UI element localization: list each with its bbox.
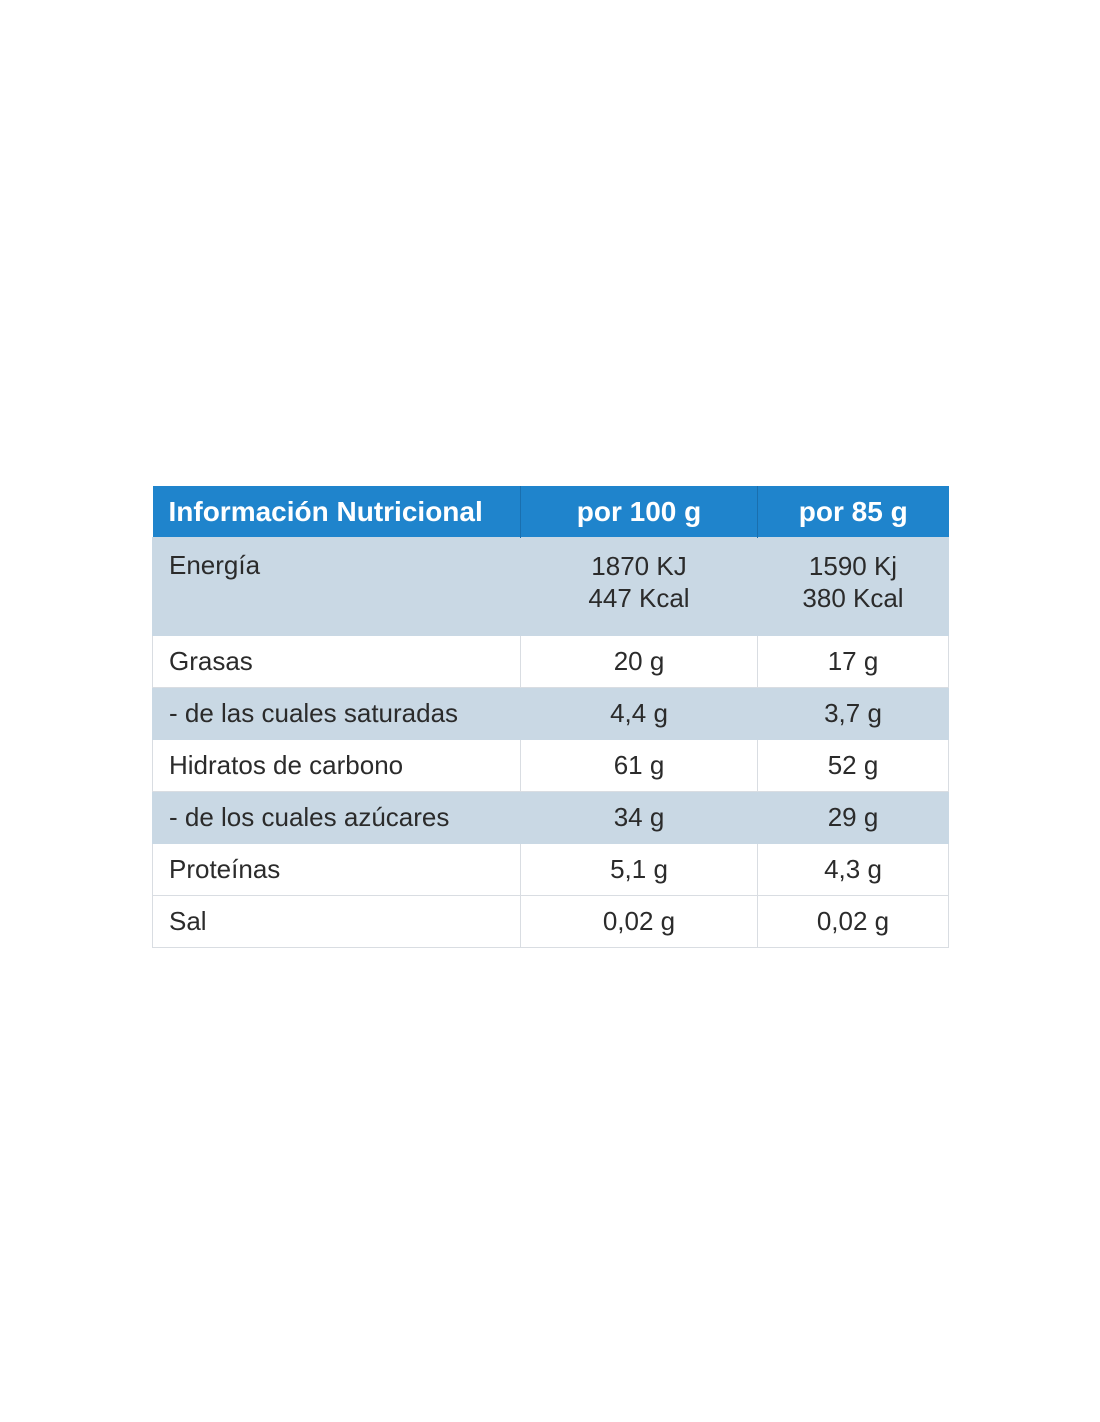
- header-per-100g: por 100 g: [521, 486, 758, 538]
- row-saturated-fat: [153, 688, 949, 740]
- energy-per-85g: [758, 538, 949, 636]
- row-label: Energía: [153, 538, 521, 636]
- row-label: - de las cuales saturadas: [153, 688, 521, 740]
- value-per-100g: 61 g: [521, 740, 758, 792]
- value-per-85g: 4,3 g: [758, 844, 949, 896]
- row-salt: [153, 896, 949, 948]
- row-sugars: [153, 792, 949, 844]
- header-row: [153, 486, 949, 538]
- row-label: Grasas: [153, 636, 521, 688]
- value-per-100g: 0,02 g: [521, 896, 758, 948]
- header-per-85g: por 85 g: [758, 486, 949, 538]
- energy-per-100g: [521, 538, 758, 636]
- row-protein: [153, 844, 949, 896]
- row-label: - de los cuales azúcares: [153, 792, 521, 844]
- row-carbohydrates: [153, 740, 949, 792]
- row-label: Sal: [153, 896, 521, 948]
- row-label: Proteínas: [153, 844, 521, 896]
- row-energy: [153, 538, 949, 636]
- value-per-100g: 20 g: [521, 636, 758, 688]
- energy-per-85g-kcal: 380 Kcal: [802, 583, 904, 613]
- header-nutrition-info: Información Nutricional: [153, 486, 521, 538]
- value-per-100g: 34 g: [521, 792, 758, 844]
- row-fat: [153, 636, 949, 688]
- nutrition-table: [152, 486, 949, 948]
- energy-per-100g-kcal: 447 Kcal: [588, 583, 690, 613]
- energy-per-100g-kj: 1870 KJ: [591, 551, 687, 581]
- value-per-85g: 52 g: [758, 740, 949, 792]
- row-label: Hidratos de carbono: [153, 740, 521, 792]
- energy-per-85g-kj: 1590 Kj: [808, 551, 898, 581]
- value-per-85g: 0,02 g: [758, 896, 949, 948]
- value-per-100g: 4,4 g: [521, 688, 758, 740]
- value-per-85g: 29 g: [758, 792, 949, 844]
- value-per-85g: 3,7 g: [758, 688, 949, 740]
- value-per-85g: 17 g: [758, 636, 949, 688]
- value-per-100g: 5,1 g: [521, 844, 758, 896]
